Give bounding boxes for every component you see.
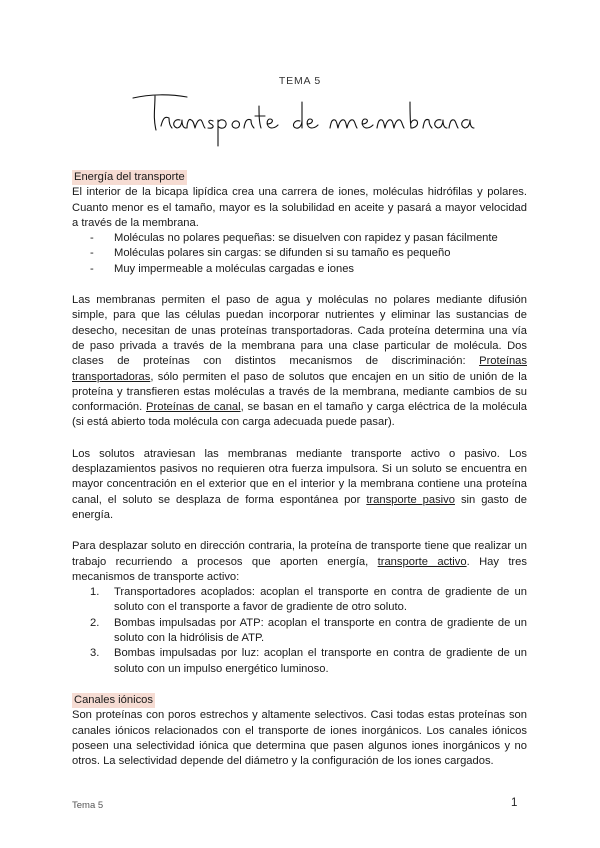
- list-item: 2. Bombas impulsadas por ATP: acoplan el transporte en contra de gradiente de un soluto con la hidrólisis de ATP.: [90, 616, 527, 645]
- document-body: [72, 170, 527, 769]
- membranas-paragraph: Las membranas permiten el paso de agua y moléculas no polares mediante difusión simple, para que las células puedan incorporar nutrientes y eliminar las sustancias de desecho, necesitan de unas proteínas transportadoras. Cada proteína determina una vía de paso privada a través de la membrana para una clase particular de molécula. Dos clases de proteínas con distintos mecanismos de discriminación: Proteínas transportadoras, sólo permiten el paso de solutos que encajen en un sitio de unión de la proteína y transfieren estas moléculas a través de la membrana, mediante cambios de su conformación. Proteínas de canal, se basan en el tamaño y carga eléctrica de la molécula (si está abierto toda molécula con carga adecuada puede pasar).: [72, 294, 527, 429]
- canales-paragraph: Son proteínas con poros estrechos y altamente selectivos. Casi todas estas proteínas son canales iónicos relacionados con el transporte de iones inorgánicos. Los canales iónicos poseen una selectividad iónica que determina que pasen algunos iones inorgánicos y no otros. La selectividad depende del diámetro y la configuración de los iones cargados.: [72, 709, 527, 768]
- page-number: 1: [511, 797, 518, 809]
- term-proteinas-transportadoras: Proteínas transportadoras: [72, 355, 527, 383]
- energia-bullets: [72, 231, 527, 277]
- heading-energia: Energía del transporte: [72, 170, 187, 185]
- activo-paragraph: Para desplazar soluto en dirección contraria, la proteína de transporte tiene que realizar un trabajo recurriendo a procesos que aporten energía, transporte activo. Hay tres mecanismos de transporte activo:: [72, 540, 527, 583]
- term-proteinas-canal: Proteínas de canal: [146, 401, 241, 414]
- solutos-paragraph: Los solutos atraviesan las membranas mediante transporte activo o pasivo. Los desplazamientos pasivos no requieren otra fuerza impulsora. Si un soluto se encuentra en mayor concentración en el exterior que en el interior y la membrana contiene una proteína canal, el soluto se desplaza de forma espontánea por transporte pasivo sin gasto de energía.: [72, 447, 527, 521]
- term-transporte-pasivo: transporte pasivo: [366, 493, 455, 506]
- list-item: 1. Transportadores acoplados: acoplan el transporte en contra de gradiente de un soluto con el transporte a favor de gradiente de otro soluto.: [90, 586, 527, 614]
- list-item: - Moléculas polares sin cargas: se difunden si su tamaño es pequeño: [90, 246, 527, 261]
- heading-canales: Canales iónicos: [72, 693, 155, 708]
- term-transporte-activo: transporte activo: [377, 555, 467, 568]
- activo-mechanisms: [72, 585, 527, 677]
- handwritten-title: [125, 88, 475, 158]
- list-item: - Muy impermeable a moléculas cargadas e iones: [90, 262, 527, 277]
- list-item: - Moléculas no polares pequeñas: se disuelven con rapidez y pasan fácilmente: [90, 231, 527, 246]
- list-item: 3. Bombas impulsadas por luz: acoplan el transporte en contra de gradiente de un soluto con un impulso energético luminoso.: [90, 647, 527, 675]
- energia-intro: El interior de la bicapa lipídica crea una carrera de iones, moléculas hidrófilas y polares. Cuanto menor es el tamaño, mayor es la solubilidad en aceite y pasará a mayor velocidad a través de la membrana.: [72, 186, 527, 229]
- tema-label: TEMA 5: [278, 75, 322, 87]
- footer-label: Tema 5: [72, 800, 104, 811]
